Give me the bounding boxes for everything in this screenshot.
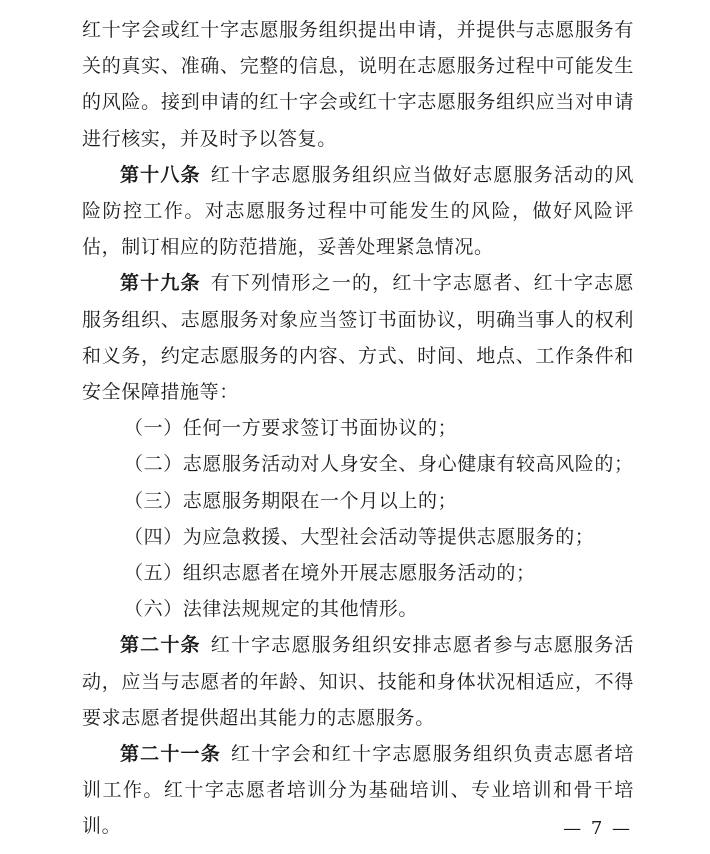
article-20-heading: 第二十条 [120,634,201,657]
article-21-body: 红十字会和红十字志愿服务组织负责志愿者培训工作。红十字志愿者培训分为基础培训、专业培训和骨干培训。 [82,743,634,838]
article-19 [82,265,634,410]
article-19-item-4: （四）为应急救援、大型社会活动等提供志愿服务的； [124,525,595,548]
article-21 [82,736,634,845]
article-20 [82,627,634,736]
article-19-body: 有下列情形之一的，红十字志愿者、红十字志愿服务组织、志愿服务对象应当签订书面协议，明确当事人的权利和义务，约定志愿服务的内容、方式、时间、地点、工作条件和安全保障措施等： [82,272,634,404]
article-19-item-5: （五）组织志愿者在境外开展志愿服务活动的； [124,562,536,585]
article-18 [82,157,634,266]
article-19-item-1: （一）任何一方要求签订书面协议的； [124,417,458,440]
page-number: — 7 — [563,818,632,839]
article-18-heading: 第十八条 [120,163,201,186]
article-19-item-3: （三）志愿服务期限在一个月以上的； [124,489,458,512]
article-19-heading: 第十九条 [120,272,201,295]
article-19-item-6: （六）法律法规规定的其他情形。 [124,598,419,621]
article-19-item-2: （二）志愿服务活动对人身安全、身心健康有较高风险的； [124,453,634,476]
article-18-body: 红十字志愿服务组织应当做好志愿服务活动的风险防控工作。对志愿服务过程中可能发生的风险，做好风险评估，制订相应的防范措施，妥善处理紧急情况。 [82,163,634,259]
article-20-body: 红十字志愿服务组织安排志愿者参与志愿服务活动，应当与志愿者的年龄、知识、技能和身体状况相适应，不得要求志愿者提供超出其能力的志愿服务。 [82,634,634,729]
document-body [82,12,634,845]
article-continuation: 红十字会或红十字志愿服务组织提出申请，并提供与志愿服务有关的真实、准确、完整的信息，说明在志愿服务过程中可能发生的风险。接到申请的红十字会或红十字志愿服务组织应当对申请进行核实，并及时予以答复。 [82,19,634,150]
article-21-heading: 第二十一条 [120,743,221,766]
